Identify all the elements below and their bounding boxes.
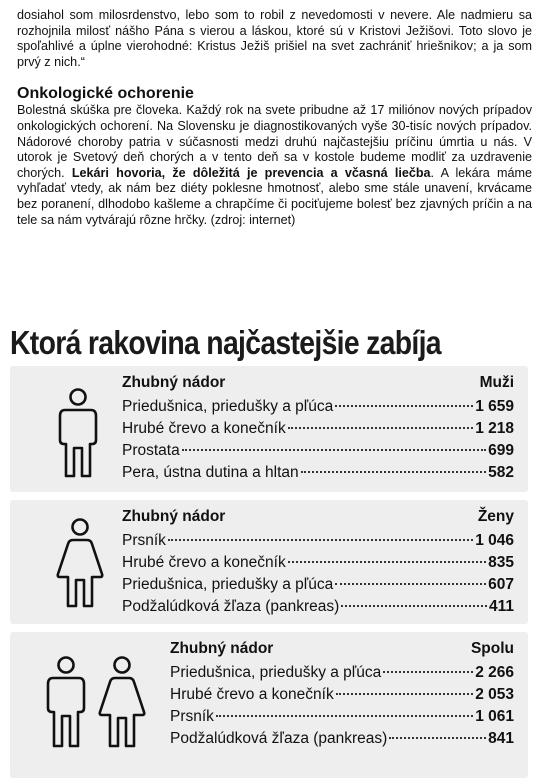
women-statistics-block xyxy=(10,500,528,624)
article-body-paragraph xyxy=(17,103,532,228)
table-row xyxy=(122,440,514,462)
column-label: Zhubný nádor xyxy=(170,640,274,657)
dot-leader xyxy=(301,471,486,473)
column-label: Zhubný nádor xyxy=(122,374,226,391)
death-count: 411 xyxy=(488,598,514,615)
cancer-type: Priedušnica, priedušky a pľúca xyxy=(122,398,334,415)
total-table xyxy=(170,636,514,750)
dot-leader xyxy=(216,715,473,717)
death-count: 607 xyxy=(488,576,514,593)
column-label: Zhubný nádor xyxy=(122,508,226,525)
dot-leader xyxy=(383,671,473,673)
dot-leader xyxy=(288,427,474,429)
death-count: 2 266 xyxy=(475,664,514,681)
table-row xyxy=(170,728,514,750)
men-table-header xyxy=(122,370,514,396)
dot-leader xyxy=(389,737,486,739)
total-table-header xyxy=(170,636,514,662)
death-count: 699 xyxy=(488,442,514,459)
table-row xyxy=(122,574,514,596)
male-and-female-icon xyxy=(40,656,150,752)
group-label: Ženy xyxy=(477,508,514,525)
dot-leader xyxy=(336,693,474,695)
body-text-emphasis: Lekári hovoria, že dôležitá je prevencia a včasná liečba xyxy=(71,165,431,180)
cancer-type: Priedušnica, priedušky a pľúca xyxy=(122,576,334,593)
dot-leader xyxy=(168,539,473,541)
dot-leader xyxy=(335,405,473,407)
men-statistics-block xyxy=(10,366,528,492)
cancer-type: Prsník xyxy=(170,708,214,725)
body-text-part1: Bolestná skúška pre človeka. Každý rok na svete pribudne až 17 miliónov nových prípadov onkologických ochorení. Na Slovensku je diagnostikovaných vyše 30-tisíc nových prípadov. Nádorové choroby patria v súčasnosti medzi druhú najčastejšiu príčinu úmrtia u nás. V utorok je Svetový deň chorých a v tento deň sa v kostole budeme modliť za uzdravenie chorých. xyxy=(17,103,532,180)
table-row xyxy=(170,706,514,728)
table-row xyxy=(122,596,514,618)
table-row xyxy=(170,684,514,706)
death-count: 841 xyxy=(488,730,514,747)
women-table-header xyxy=(122,504,514,530)
dot-leader xyxy=(335,583,486,585)
dot-leader xyxy=(182,449,486,451)
table-row xyxy=(170,662,514,684)
death-count: 1 046 xyxy=(475,532,514,549)
infographic-title: Ktorá rakovina najčastejšie zabíja xyxy=(10,324,441,361)
total-statistics-block xyxy=(10,632,528,778)
female-person-icon xyxy=(52,518,108,610)
dot-leader xyxy=(288,561,486,563)
cancer-mortality-infographic xyxy=(0,324,546,778)
dot-leader xyxy=(341,605,487,607)
cancer-type: Pera, ústna dutina a hltan xyxy=(122,464,299,481)
bible-quote-paragraph: dosiahol som milosrdenstvo, lebo som to robil z nevedomosti v nevere. Ale nadmieru sa rozhojnila milosť nášho Pána s vierou a láskou, ktoré sú v Kristovi Ježišovi. Toto slovo je spoľahlivé a úplne vierohodné: Kristus Ježiš prišiel na svet zachrániť hriešnikov; a ja som prvý z nich.“ xyxy=(17,8,532,69)
table-row xyxy=(122,396,514,418)
cancer-type: Prsník xyxy=(122,532,166,549)
group-label: Spolu xyxy=(470,640,514,657)
table-row xyxy=(122,418,514,440)
section-heading: Onkologické ochorenie xyxy=(17,85,194,103)
table-row xyxy=(122,552,514,574)
death-count: 1 061 xyxy=(475,708,514,725)
death-count: 1 218 xyxy=(475,420,514,437)
death-count: 582 xyxy=(488,464,514,481)
cancer-type: Podžalúdková žľaza (pankreas) xyxy=(122,598,340,615)
article xyxy=(17,8,532,228)
death-count: 835 xyxy=(488,554,514,571)
men-table xyxy=(122,370,514,484)
table-row xyxy=(122,530,514,552)
group-label: Muži xyxy=(479,374,514,391)
cancer-type: Priedušnica, priedušky a pľúca xyxy=(170,664,382,681)
death-count: 2 053 xyxy=(475,686,514,703)
body-text-part2: . A lekára máme vyhľadať vtedy, ak nám bez diéty poklesne hmotnosť, alebo sme stále unavení, krvácame bez poranení, dlhodobo kašleme a chrapčíme či pociťujeme bolesť bez zjavných príčin a na tele sa nám vytvárajú rôzne hrčky. (zdroj: internet) xyxy=(17,165,532,227)
cancer-type: Hrubé črevo a konečník xyxy=(122,554,286,571)
table-row xyxy=(122,462,514,484)
cancer-type: Prostata xyxy=(122,442,180,459)
death-count: 1 659 xyxy=(475,398,514,415)
male-person-icon xyxy=(52,388,104,480)
cancer-type: Hrubé črevo a konečník xyxy=(170,686,334,703)
cancer-type: Podžalúdková žľaza (pankreas) xyxy=(170,730,388,747)
women-table xyxy=(122,504,514,618)
cancer-type: Hrubé črevo a konečník xyxy=(122,420,286,437)
